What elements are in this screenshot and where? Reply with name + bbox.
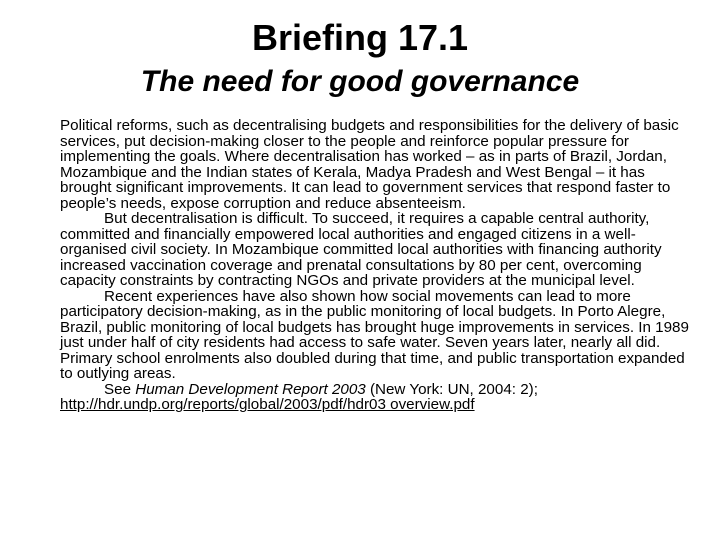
source-citation [60, 382, 692, 398]
briefing-body [60, 118, 692, 413]
paragraph-social-movements: Recent experiences have also shown how social movements can lead to more participatory decision-making, as in the public monitoring of local budgets. In Porto Alegre, Brazil, public monitoring of local budgets has brought huge improvements in services. In 1989 just under half of city residents had access to safe water. Seven years later, nearly all did. Primary school enrolments also doubled during that time, and public transportation expanded to outlying areas. [60, 287, 689, 382]
source-prefix: See [104, 380, 136, 398]
source-link-line [60, 397, 692, 413]
source-suffix: (New York: UN, 2004: 2); [365, 380, 538, 398]
slide-title: Briefing 17.1 [251, 17, 469, 58]
source-title: Human Development Report 2003 [135, 380, 366, 398]
source-link[interactable]: http://hdr.undp.org/reports/global/2003/pdf/hdr03 overview.pdf [60, 396, 475, 413]
paragraph-decentralisation-difficult: But decentralisation is difficult. To succeed, it requires a capable central authority, committed and financially empowered local authorities and engaged citizens in a well-organised civil society. In Mozambique committed local authorities with financing authority increased vaccination coverage and prenatal consultations by 80 per cent, overcoming capacity constraints by contracting NGOs and private providers at the municipal level. [60, 210, 662, 289]
slide-subtitle: The need for good governance [140, 65, 580, 98]
paragraph-decentralisation-intro: Political reforms, such as decentralising budgets and responsibilities for the delivery of basic services, put decision-making closer to the people and reinforce popular pressure for implementing the goals. Where decentralisation has worked – as in parts of Brazil, Jordan, Mozambique and the Indian states of Kerala, Madya Pradesh and West Bengal – it has brought significant improvements. It can lead to government services that respond faster to people’s needs, expose corruption and reduce absenteeism. [60, 117, 679, 212]
